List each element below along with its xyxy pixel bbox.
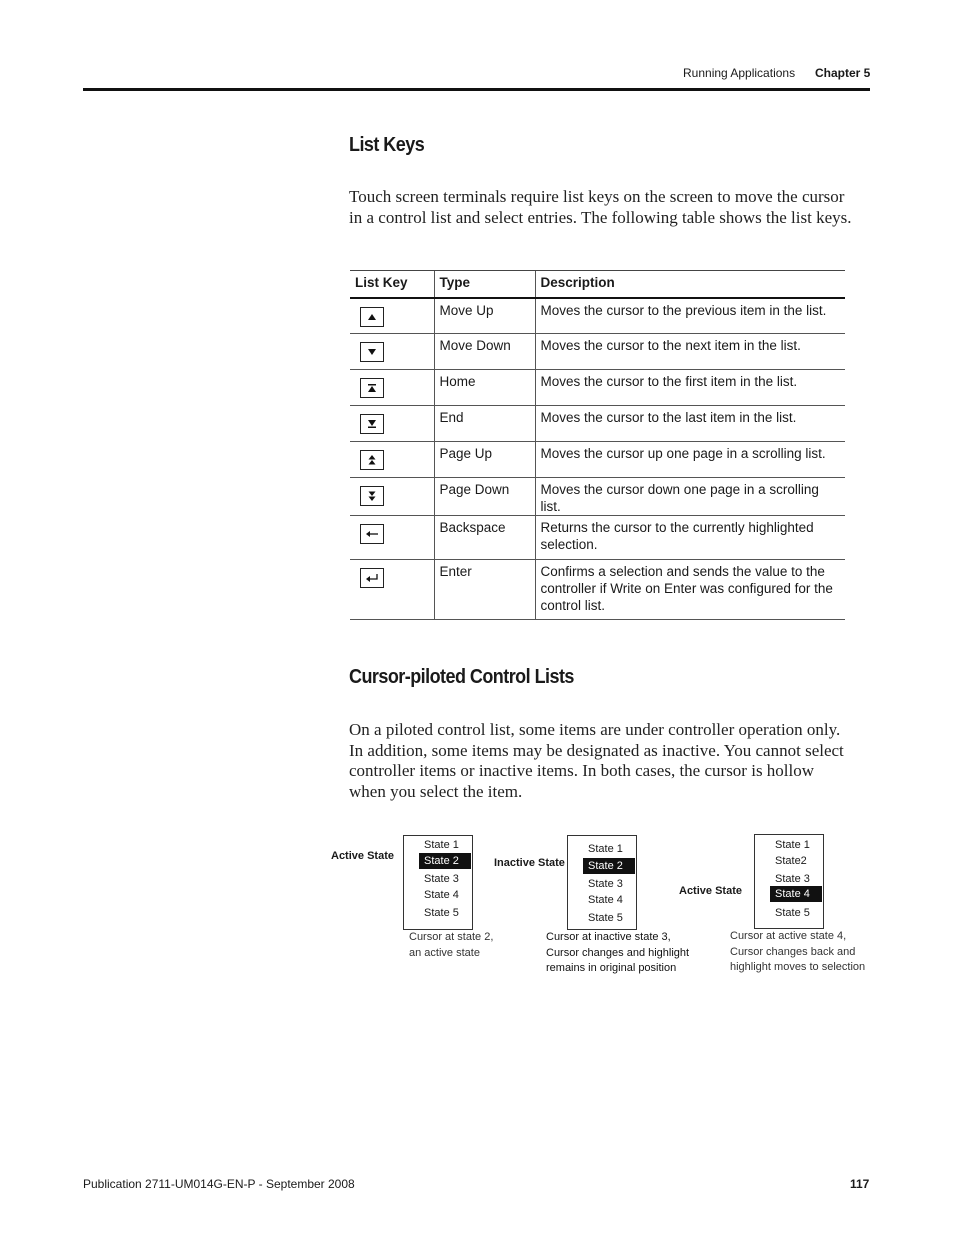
list-item: State 4 (588, 894, 623, 906)
table-row (350, 334, 845, 370)
list-item: State 3 (588, 878, 623, 890)
list-key-cell (350, 442, 434, 478)
page-up-icon (360, 450, 384, 470)
list-key-cell (350, 298, 434, 334)
table-row (350, 406, 845, 442)
list-item: State 3 (424, 873, 459, 885)
panel-2-label: Inactive State (494, 857, 565, 869)
caption-line: an active state (409, 946, 480, 959)
list-key-cell (350, 478, 434, 516)
enter-icon (360, 568, 384, 588)
list-item: State 1 (424, 839, 459, 851)
type-cell: Backspace (434, 516, 535, 560)
type-cell: Page Down (434, 478, 535, 516)
panel-1-caption (409, 930, 493, 961)
list-keys-intro: Touch screen terminals require list keys on the screen to move the cursor in a control list and select entries. The following table shows the list keys. (349, 187, 852, 227)
page-down-icon (360, 486, 384, 506)
list-item: State2 (775, 855, 807, 867)
list-key-cell (350, 334, 434, 370)
column-header-description: Description (535, 271, 845, 298)
description-cell: Moves the cursor to the next item in the list. (535, 334, 845, 370)
list-keys-heading: List Keys (349, 134, 425, 156)
caption-line: Cursor at active state 4, (730, 930, 847, 942)
type-cell: Home (434, 370, 535, 406)
cursor-lists-intro: On a piloted control list, some items are under controller operation only. In addition, some items may be designated as inactive. You cannot select controller items or inactive items. In both cases, the cursor is hollow when you select the item. (349, 720, 844, 801)
page-number: 117 (850, 1177, 870, 1191)
description-cell: Moves the cursor to the last item in the list. (535, 406, 845, 442)
list-keys-table (350, 270, 845, 620)
panel-3-caption (730, 929, 865, 976)
type-cell: Page Up (434, 442, 535, 478)
list-item: State 3 (775, 873, 810, 885)
table-row (350, 516, 845, 560)
table-row (350, 560, 845, 620)
column-header-list-key: List Key (350, 271, 434, 298)
end-icon (360, 414, 384, 434)
type-cell: Enter (434, 560, 535, 620)
type-cell: Move Up (434, 298, 535, 334)
table-header-row (350, 271, 845, 298)
running-header-chapter: Chapter 5 (815, 66, 871, 80)
table-row (350, 370, 845, 406)
panel-2-list (567, 835, 637, 930)
caption-line: Cursor changes and highlight (546, 946, 690, 959)
list-key-cell (350, 406, 434, 442)
description-cell: Moves the cursor up one page in a scrolling list. (535, 442, 845, 478)
list-item-highlighted: State 2 (583, 858, 635, 874)
caption-line: Cursor at inactive state 3, (546, 931, 671, 943)
caption-line: Cursor at state 2, (409, 931, 494, 943)
caption-line: remains in original position (546, 962, 677, 974)
move-down-icon (360, 342, 384, 362)
table-row (350, 478, 845, 516)
list-key-cell (350, 370, 434, 406)
type-cell: Move Down (434, 334, 535, 370)
column-header-type: Type (434, 271, 535, 298)
list-item: State 4 (424, 889, 459, 901)
description-cell: Moves the cursor to the first item in the list. (535, 370, 845, 406)
panel-2-caption (546, 930, 689, 977)
table-row (350, 442, 845, 478)
caption-line: Cursor changes back and (730, 945, 856, 958)
header-rule (83, 88, 870, 91)
list-key-cell (350, 516, 434, 560)
list-item: State 5 (775, 907, 810, 919)
list-key-cell (350, 560, 434, 620)
list-item-highlighted: State 4 (770, 886, 822, 902)
home-icon (360, 378, 384, 398)
panel-3-list (754, 834, 824, 929)
type-cell: End (434, 406, 535, 442)
caption-line: highlight moves to selection (730, 961, 866, 973)
list-item-highlighted: State 2 (419, 853, 471, 869)
description-cell: Moves the cursor down one page in a scrolling list. (535, 478, 845, 516)
move-up-icon (360, 307, 384, 327)
backspace-icon (360, 524, 384, 544)
list-item: State 1 (588, 843, 623, 855)
panel-1-label: Active State (331, 850, 394, 862)
panel-1-list (403, 835, 473, 930)
list-item: State 1 (775, 839, 810, 851)
running-header-section: Running Applications (683, 66, 796, 80)
table-row (350, 298, 845, 334)
publication-footer: Publication 2711-UM014G-EN-P - September 2008 (83, 1177, 355, 1191)
description-cell: Moves the cursor to the previous item in the list. (535, 298, 845, 334)
panel-3-label: Active State (679, 885, 742, 897)
cursor-lists-heading: Cursor-piloted Control Lists (349, 666, 574, 688)
description-cell: Returns the cursor to the currently highlighted selection. (535, 516, 845, 560)
description-cell: Confirms a selection and sends the value to the controller if Write on Enter was configured for the control list. (535, 560, 845, 620)
list-item: State 5 (588, 912, 623, 924)
list-item: State 5 (424, 907, 459, 919)
